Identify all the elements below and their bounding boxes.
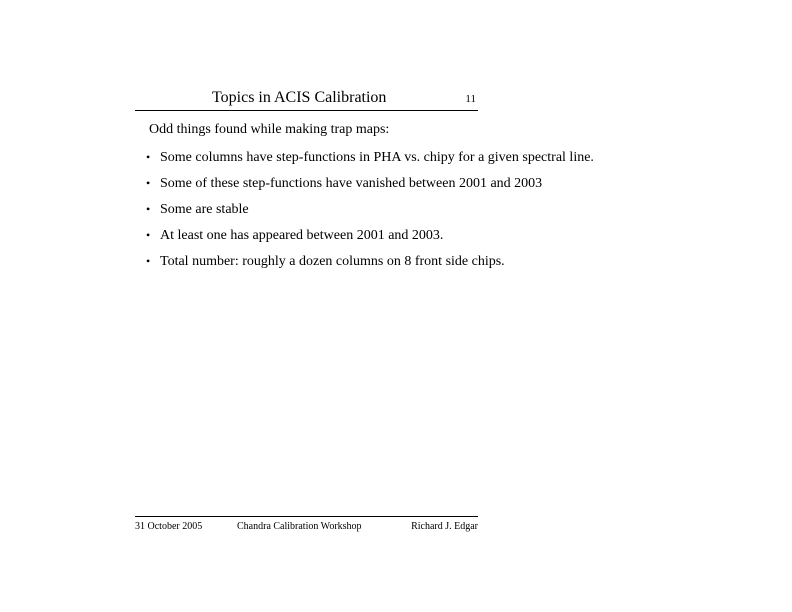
list-item [146,199,594,225]
intro-text: Odd things found while making trap maps: [149,122,390,137]
bullet-text: Some of these step-functions have vanished between 2001 and 2003 [160,176,543,191]
bullet-icon: • [146,254,151,268]
bullet-icon: • [146,176,151,190]
bullet-list [146,147,594,277]
bullet-text: Some columns have step-functions in PHA vs. chipy for a given spectral line. [160,150,594,165]
footer-author: Richard J. Edgar [411,521,478,532]
page-number: 11 [465,93,476,105]
bullet-icon: • [146,150,151,164]
list-item [146,147,594,173]
bullet-icon: • [146,228,151,242]
footer-event: Chandra Calibration Workshop [237,521,362,532]
list-item [146,251,594,277]
footer-date: 31 October 2005 [135,521,203,532]
slide-footer [135,516,478,533]
bullet-text: Some are stable [160,202,249,217]
bullet-icon: • [146,202,151,216]
bullet-text: Total number: roughly a dozen columns on 8 front side chips. [160,254,505,269]
slide-header [135,88,478,111]
list-item [146,173,594,199]
slide-title: Topics in ACIS Calibration [212,89,387,106]
list-item [146,225,594,251]
bullet-text: At least one has appeared between 2001 and 2003. [160,228,444,243]
